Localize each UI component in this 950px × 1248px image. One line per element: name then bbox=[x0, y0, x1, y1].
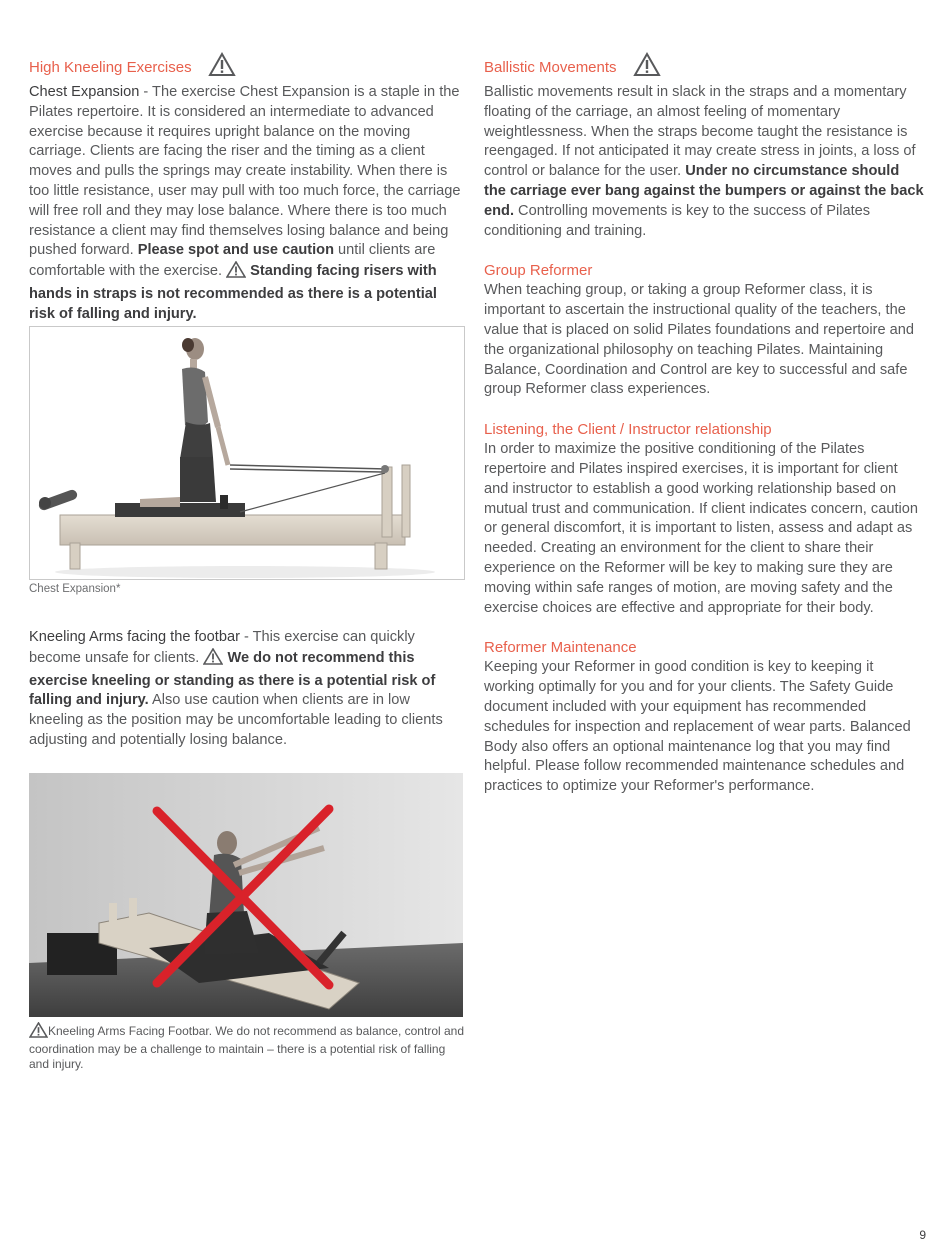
ballistic-paragraph bbox=[484, 83, 924, 241]
ballistic-text-2: Controlling movements is key to the success of Pilates conditioning and training. bbox=[484, 202, 871, 239]
left-column bbox=[29, 52, 465, 325]
listening-paragraph: In order to maximize the positive conditioning of the Pilates repertoire and Pilates inspired exercises, it is important for client and instructor to establish a good working relationship based on mutual trust and communication. If client indicates concern, caution or general discomfort, it is important to listen, assess and adapt as needed. Creating an environment for the client to share their experience on the Reformer will be key to making sure they are moving within safe ranges of motion, are moving safety and the exercise choices are effective and appropriate for their body. bbox=[484, 441, 918, 616]
ballistic-bold: Under no circumstance should the carriage ever bang against the bumpers or against the back end. bbox=[484, 163, 924, 219]
group-reformer-heading: Group Reformer bbox=[484, 262, 593, 280]
chest-expansion-lead: Chest Expansion bbox=[29, 84, 140, 100]
high-kneeling-heading bbox=[29, 52, 465, 83]
chest-expansion-photo bbox=[29, 326, 465, 580]
maintenance-heading: Reformer Maintenance bbox=[484, 639, 637, 657]
kneeling-arms-caption-text: Kneeling Arms Facing Footbar. We do not recommend as balance, control and coordination may be a challenge to maintain – there is a potential risk of falling and injury. bbox=[29, 1024, 465, 1071]
chest-text-1: - The exercise Chest Expansion is a staple in the Pilates repertoire. It is considered an intermediate to advanced exercise because it requires upright balance on the moving carriage. Clients are facing the riser and the timing as a client moves and pulls the springs may create instability. When there is too little resistance, user may pull with too much force, the carriage will free roll and they may lose balance. Where there is too much resistance a client may find themselves losing balance and being pushed forward. bbox=[29, 84, 461, 259]
arms-text-2: Also use caution when clients are in low kneeling as the position may be uncomfortable leading to clients adjusting and potentially losing balance. bbox=[29, 692, 443, 748]
kneeling-arms-photo bbox=[29, 773, 463, 1017]
right-column bbox=[484, 52, 924, 797]
warning-icon bbox=[226, 261, 246, 285]
arms-bold: We do not recommend this exercise kneeling or standing as there is a potential risk of falling and injury. bbox=[29, 649, 436, 709]
kneeling-arms-lead: Kneeling Arms facing the footbar bbox=[29, 629, 240, 645]
ballistic-heading bbox=[484, 52, 924, 83]
kneeling-arms-paragraph bbox=[29, 628, 465, 751]
warning-icon bbox=[203, 648, 223, 672]
group-reformer-paragraph: When teaching group, or taking a group Reformer class, it is important to ascertain the instructional quality of the teachers, the value that is placed on solid Pilates foundations and repertoire and the organizational philosophy on teaching Pilates. Maintaining Balance, Coordination and Control are key to successful and safe group Reformer class experiences. bbox=[484, 282, 914, 398]
chest-bold-1: Please spot and use caution bbox=[137, 242, 334, 259]
chest-bold-2: Standing facing risers with hands in straps is not recommended as there is a potential risk of falling and injury. bbox=[29, 263, 437, 322]
arms-text-1: - This exercise can quickly become unsafe for clients. bbox=[29, 629, 415, 666]
warning-icon bbox=[208, 52, 236, 83]
kneeling-arms-section bbox=[29, 628, 465, 751]
chest-expansion-caption: Chest Expansion* bbox=[29, 583, 121, 595]
maintenance-paragraph: Keeping your Reformer in good condition is key to keeping it working optimally for you and for your clients. The Safety Guide document included with your equipment has recommended schedules for inspection and replacement of wear parts. Balanced Body also offers an optional maintenance log that you may find helpful. Please follow recommended maintenance schedules and practices to optimize your Reformer's performance. bbox=[484, 659, 911, 795]
ballistic-heading-text: Ballistic Movements bbox=[484, 58, 617, 76]
high-kneeling-heading-text: High Kneeling Exercises bbox=[29, 58, 192, 76]
kneeling-arms-caption bbox=[29, 1022, 465, 1072]
warning-icon bbox=[633, 52, 661, 83]
chest-expansion-paragraph bbox=[29, 83, 465, 325]
warning-icon bbox=[29, 1022, 48, 1042]
listening-heading: Listening, the Client / Instructor relationship bbox=[484, 421, 772, 439]
ballistic-text-1: Ballistic movements result in slack in the straps and a momentary floating of the carriage, an almost feeling of momentary weightlessness. When the straps become taught the resistance is reengaged. If not anticipated it may create stress in joints, a loss of control or balance for the user. bbox=[484, 84, 916, 180]
page-number: 9 bbox=[919, 1228, 926, 1242]
chest-text-2: until clients are comfortable with the exercise. bbox=[29, 242, 436, 280]
